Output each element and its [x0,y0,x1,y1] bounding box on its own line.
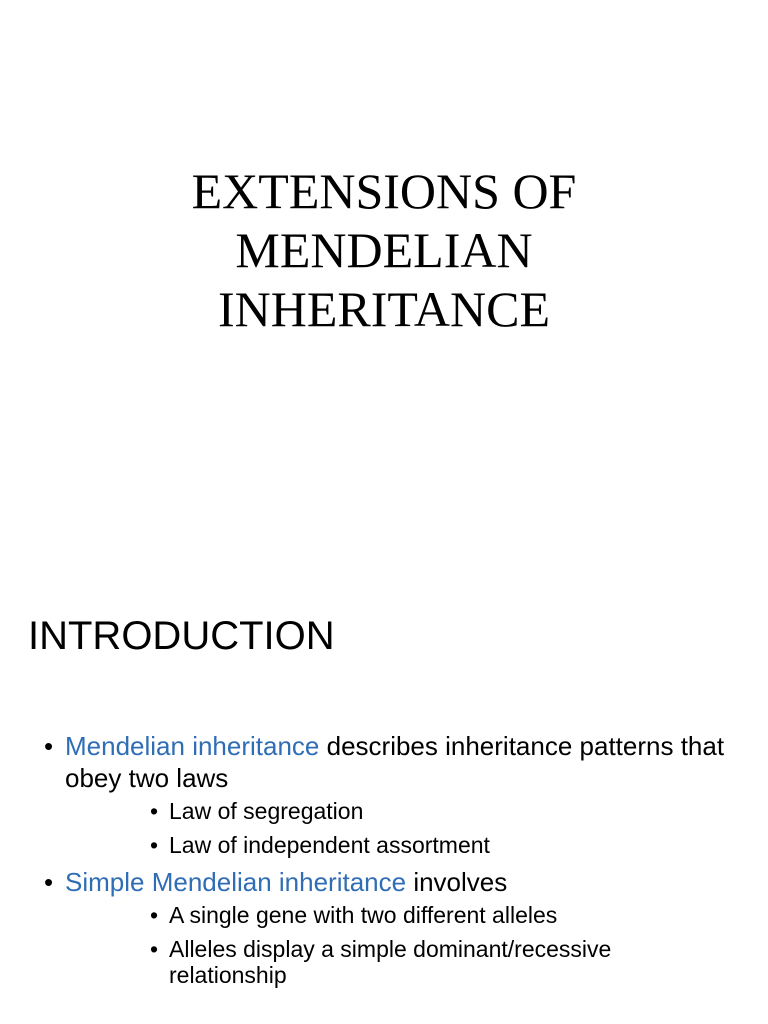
title-line: EXTENSIONS OF [191,163,577,219]
bullet-text: involves [406,867,508,897]
bullet-item [0,730,768,858]
bullet-text: describes inheritance patterns that obey two laws [65,731,725,793]
slide-title [0,162,768,339]
bullet-list [0,730,768,996]
sub-bullet-list [65,798,768,858]
introduction-slide [0,540,768,1024]
title-line: MENDELIAN [235,222,533,278]
sub-bullet-item: • Law of independent assortment [65,832,768,858]
sub-bullet-list [65,902,768,988]
bullet-item [0,866,768,988]
sub-bullet-item: • Law of segregation [65,798,768,824]
sub-bullet-item: • A single gene with two different alleles [65,902,768,928]
bullet-lead-term: Mendelian inheritance [65,731,320,761]
slide-heading: INTRODUCTION [28,614,335,658]
bullet-lead-term: Simple Mendelian inheritance [65,867,407,897]
title-line: INHERITANCE [217,281,551,337]
sub-bullet-item: • Alleles display a simple dominant/recessive relationship [65,936,768,988]
